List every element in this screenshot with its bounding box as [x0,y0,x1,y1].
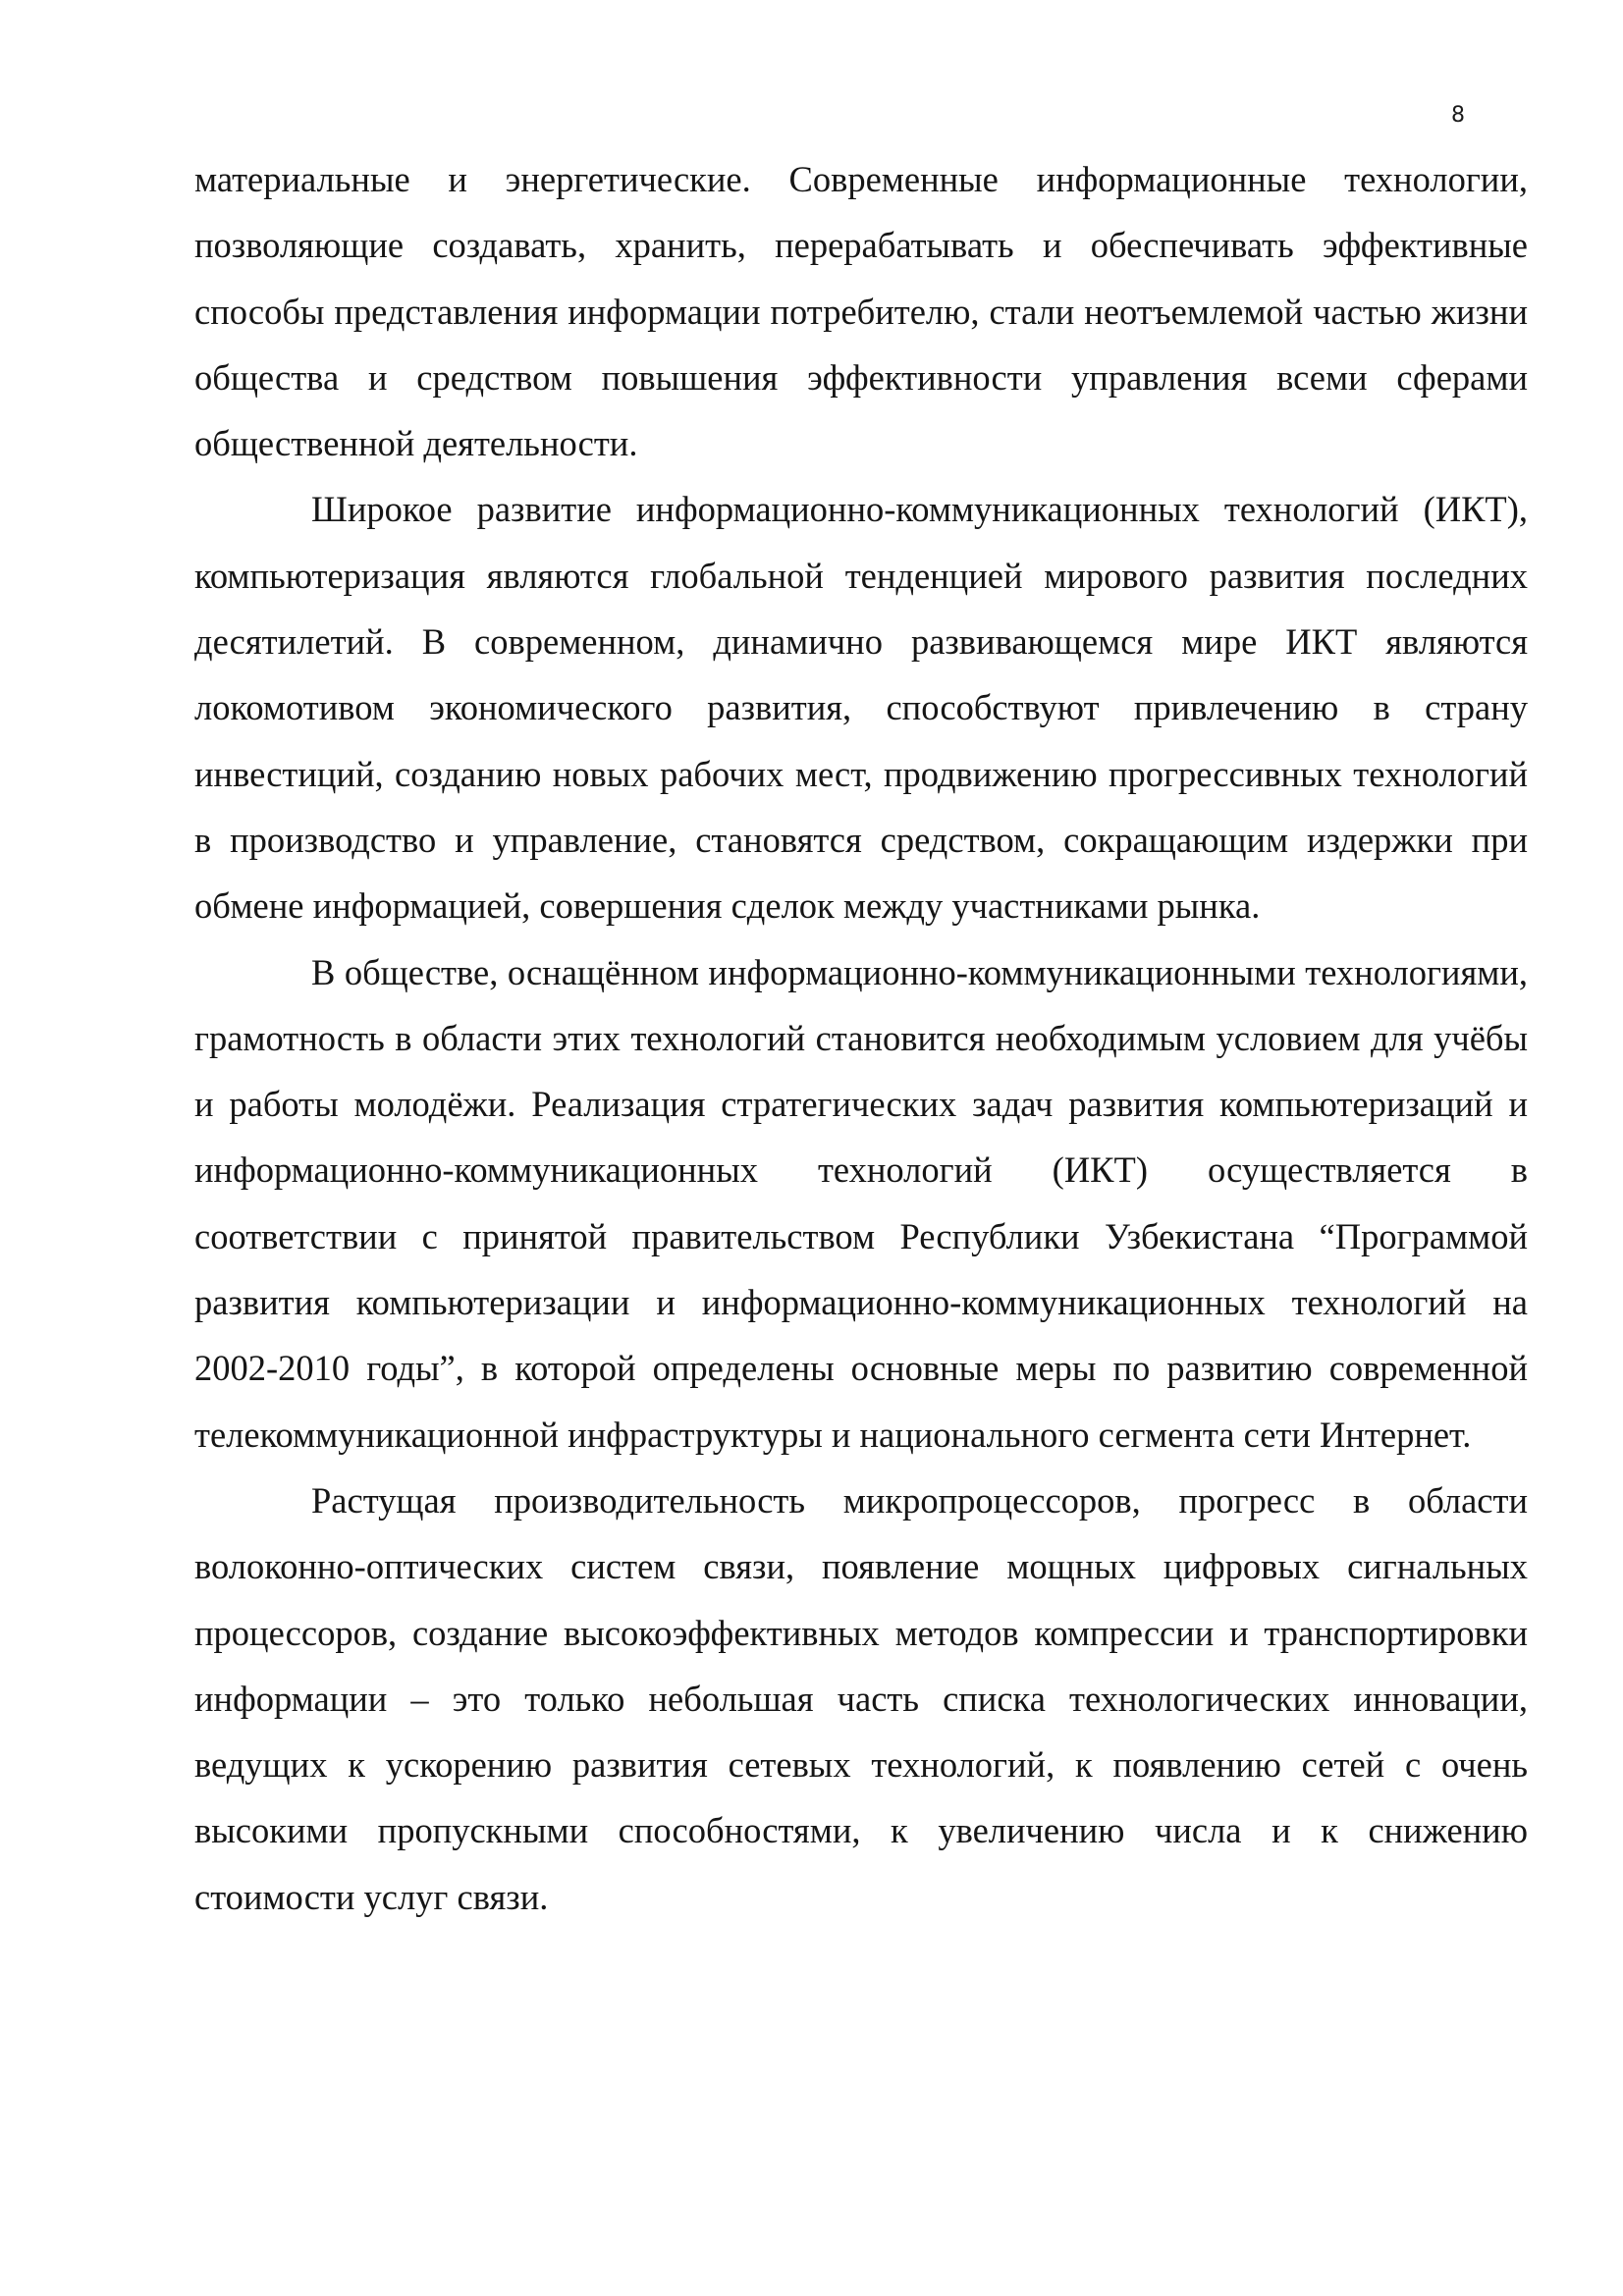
page-number: 8 [1451,103,1465,128]
paragraph-2: Широкое развитие информационно-коммуникационных технологий (ИКТ), компьютеризация являются глобальной тенденцией мирового развития последних десятилетий. В современном, динамично развивающемся мире ИКТ являются локомотивом экономического развития, способствуют привлечению в страну инвестиций, созданию новых рабочих мест, продвижению прогрессивных технологий в производство и управление, становятся средством, сокращающим издержки при обмене информацией, совершения сделок между участниками рынка. [194,489,1528,927]
paragraph-3: В обществе, оснащённом информационно-коммуникационными технологиями, грамотность в области этих технологий становится необходимым условием для учёбы и работы молодёжи. Реализация стратегических задач развития компьютеризаций и информационно-коммуникационных технологий (ИКТ) осуществляется в соответствии с принятой правительством Республики Узбекистана “Программой развития компьютеризации и информационно-коммуникационных технологий на 2002-2010 годы”, в которой определены основные меры по развитию современной телекоммуникационной инфраструктуры и национального сегмента сети Интернет. [194,951,1528,1455]
body-text [194,146,1528,1930]
paragraph-1: материальные и энергетические. Современные информационные технологии, позволяющие создавать, хранить, перерабатывать и обеспечивать эффективные способы представления информации потребителю, стали неотъемлемой частью жизни общества и средством повышения эффективности управления всеми сферами общественной деятельности. [194,159,1528,464]
paragraph-4: Растущая производительность микропроцессоров, прогресс в области волоконно-оптических систем связи, появление мощных цифровых сигнальных процессоров, создание высокоэффективных методов компрессии и транспортировки информации – это только небольшая часть списка технологических инновации, ведущих к ускорению развития сетевых технологий, к появлению сетей с очень высокими пропускными способностями, к увеличению числа и к снижению стоимости услуг связи. [194,1479,1528,1917]
